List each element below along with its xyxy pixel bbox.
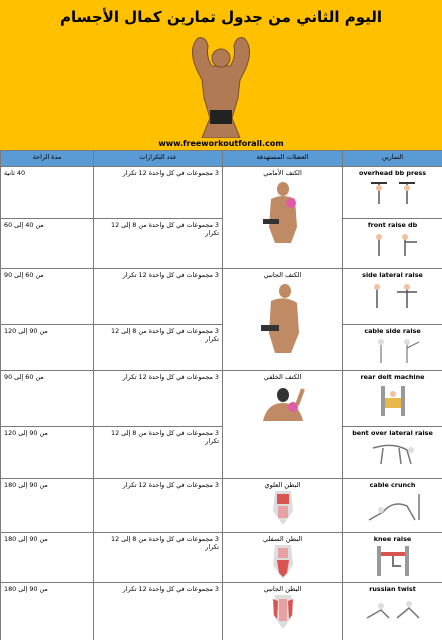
- table-row: [1, 533, 442, 583]
- exercise-cell: [343, 583, 442, 640]
- front-shoulder-image: [261, 179, 305, 245]
- muscle-cell: [223, 583, 343, 640]
- reps-cell: 3 مجموعات في كل واحدة من 8 إلى 12 تكرار: [94, 533, 223, 583]
- column-header-exercises: التمارين: [343, 151, 442, 167]
- bent-over-lateral-raise-image: [363, 440, 423, 466]
- reps-cell: 3 مجموعات في كل واحدة 12 تكرار: [94, 371, 223, 427]
- table-row: [1, 583, 442, 640]
- reps-cell: 3 مجموعات في كل واحدة 12 تكرار: [94, 583, 223, 640]
- exercise-cell: [343, 371, 442, 427]
- bodybuilder-image: [166, 28, 276, 138]
- muscle-cell: [223, 167, 343, 269]
- exercise-cell: [343, 427, 442, 479]
- rest-cell: من 90 إلى 120: [1, 325, 94, 371]
- exercise-cell: [343, 167, 442, 219]
- table-header-row: [1, 151, 442, 167]
- muscle-name: الكتف الجانبي: [263, 271, 302, 279]
- upper-abs-image: [271, 491, 295, 525]
- side-shoulder-image: [261, 281, 305, 355]
- exercise-cell: [343, 325, 442, 371]
- exercise-cell: [343, 533, 442, 583]
- table-row: [1, 325, 442, 371]
- rest-cell: 40 ثانية: [1, 167, 94, 219]
- exercise-name: overhead bb press: [358, 169, 427, 177]
- muscle-name: الكتف الأمامي: [263, 169, 302, 177]
- cable-side-raise-image: [363, 338, 423, 364]
- column-header-muscles: العضلات المستهدفة: [223, 151, 343, 167]
- rest-cell: من 90 إلى 120: [1, 427, 94, 479]
- muscle-cell: [223, 371, 343, 479]
- exercise-name: russian twist: [369, 585, 416, 593]
- exercise-name: bent over lateral raise: [352, 429, 433, 437]
- table-row: [1, 371, 442, 427]
- table-row: [1, 479, 442, 533]
- reps-cell: 3 مجموعات في كل واحدة من 8 إلى 12 تكرار: [94, 325, 223, 371]
- table-row: [1, 219, 442, 269]
- site-url: www.freeworkoutforall.com: [158, 139, 284, 148]
- reps-cell: 3 مجموعات في كل واحدة 12 تكرار: [94, 167, 223, 219]
- side-lateral-raise-image: [363, 282, 423, 310]
- exercise-name: side lateral raise: [362, 271, 423, 279]
- reps-cell: 3 مجموعات في كل واحدة 12 تكرار: [94, 479, 223, 533]
- table-row: [1, 269, 442, 325]
- reps-cell: 3 مجموعات في كل واحدة 12 تكرار: [94, 269, 223, 325]
- reps-cell: 3 مجموعات في كل واحدة من 8 إلى 12 تكرار: [94, 219, 223, 269]
- rear-delt-machine-image: [373, 384, 413, 416]
- exercise-name: cable crunch: [369, 481, 416, 489]
- muscle-name: البطن السفلي: [262, 535, 303, 543]
- overhead-press-image: [365, 180, 421, 206]
- muscle-cell: [223, 533, 343, 583]
- column-header-rest: مدة الراحة: [1, 151, 94, 167]
- workout-table: [0, 150, 442, 640]
- exercise-cell: [343, 479, 442, 533]
- exercise-cell: [343, 219, 442, 269]
- exercise-name: rear delt machine: [360, 373, 425, 381]
- rest-cell: من 90 إلى 180: [1, 533, 94, 583]
- table-row: [1, 167, 442, 219]
- lower-abs-image: [271, 545, 295, 579]
- header-banner: [0, 0, 442, 150]
- muscle-name: البطن العلوي: [264, 481, 301, 489]
- rear-shoulder-image: [259, 383, 307, 423]
- exercise-name: knee raise: [373, 535, 412, 543]
- exercise-name: front raise db: [367, 221, 418, 229]
- oblique-abs-image: [271, 595, 295, 629]
- page-title: اليوم الثاني من جدول تمارين كمال الأجسام: [59, 8, 383, 26]
- rest-cell: من 90 إلى 180: [1, 583, 94, 640]
- rest-cell: من 90 إلى 180: [1, 479, 94, 533]
- muscle-name: الكتف الخلفي: [263, 373, 302, 381]
- column-header-reps: عدد التكرارات: [94, 151, 223, 167]
- exercise-name: cable side raise: [364, 327, 421, 335]
- rest-cell: من 40 إلى 60: [1, 219, 94, 269]
- reps-cell: 3 مجموعات في كل واحدة من 8 إلى 12 تكرار: [94, 427, 223, 479]
- exercise-cell: [343, 269, 442, 325]
- knee-raise-image: [373, 546, 413, 576]
- muscle-cell: [223, 269, 343, 371]
- rest-cell: من 60 إلى 90: [1, 269, 94, 325]
- front-raise-image: [365, 232, 421, 258]
- russian-twist-image: [363, 596, 423, 622]
- cable-crunch-image: [363, 492, 423, 522]
- rest-cell: من 60 إلى 90: [1, 371, 94, 427]
- muscle-name: البطن الجانبي: [263, 585, 302, 593]
- muscle-cell: [223, 479, 343, 533]
- table-row: [1, 427, 442, 479]
